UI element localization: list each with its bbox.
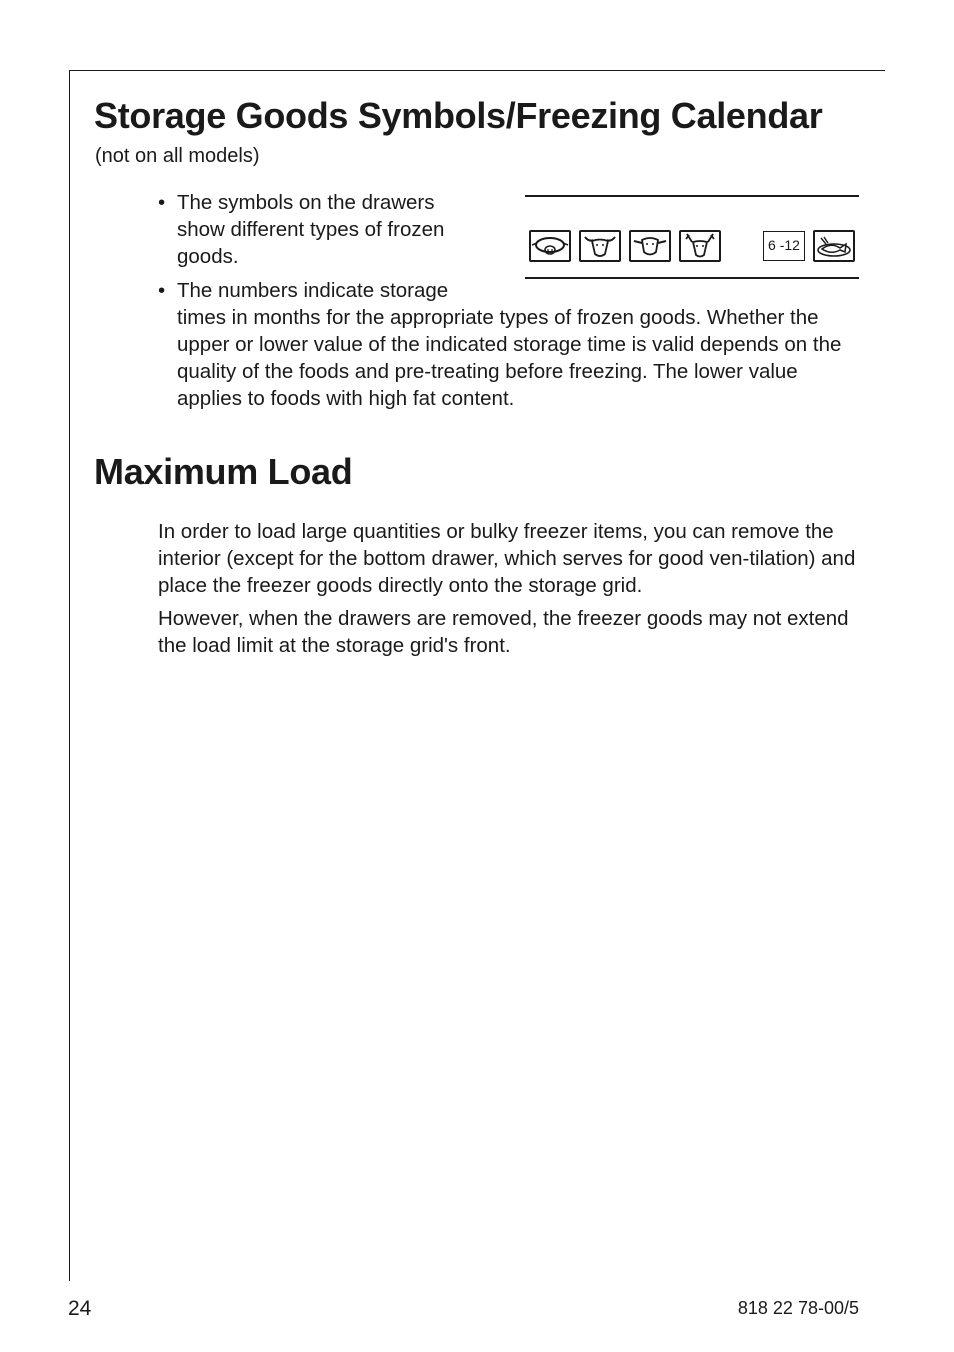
section-subtitle: (not on all models) (95, 145, 260, 167)
cow-icon (579, 230, 621, 262)
deer-icon (679, 230, 721, 262)
bullet-text-continued: times in months for the appropriate types of frozen goods. Whether the upper or lower value of the indicated storage time is valid depends on the quality of the foods and pre-treating before freezing. The lower value applies to foods with high fat content. (177, 306, 842, 410)
bullet-marker: • (158, 191, 166, 214)
sheep-icon (629, 230, 671, 262)
bullet-text: The symbols on the drawers show different types of frozen goods. (177, 191, 445, 268)
storage-symbols-panel (525, 195, 859, 279)
bullet-item-symbols (158, 189, 488, 270)
bullet-item-storage-times (158, 277, 868, 412)
fish-icon (813, 230, 855, 262)
document-code: 818 22 78-00/5 (737, 1298, 859, 1318)
storage-range-badge: 6 -12 (763, 231, 805, 261)
maximum-load-paragraph-1: In order to load large quantities or bulky freezer items, you can remove the interior (except for the bottom drawer, which serves for good ven-tilation) and place the freezer goods directly onto the storage grid. (158, 520, 856, 597)
section-title-maximum-load: Maximum Load (94, 451, 353, 492)
bullet-marker: • (158, 279, 166, 302)
section-title-storage-symbols: Storage Goods Symbols/Freezing Calendar (94, 95, 823, 136)
maximum-load-paragraph-2: However, when the drawers are removed, the freezer goods may not extend the load limit at the storage grid's front. (158, 607, 849, 657)
frame-top-rule (69, 70, 885, 71)
page-number: 24 (68, 1297, 92, 1320)
bullet-text-first-line: The numbers indicate storage (177, 279, 449, 302)
frame-left-rule (69, 70, 70, 1281)
pig-icon (529, 230, 571, 262)
